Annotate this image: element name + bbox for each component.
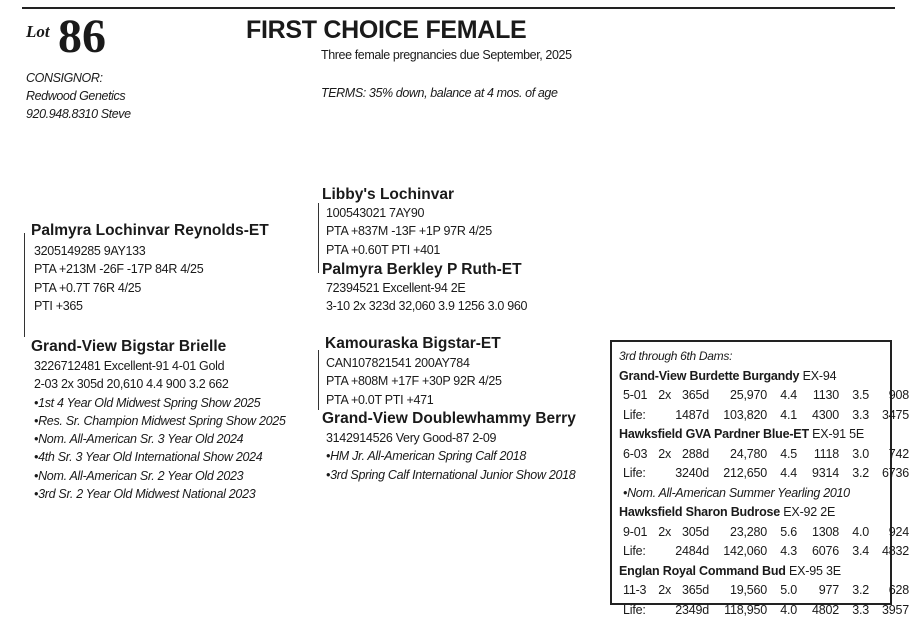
dam-dam-details xyxy=(326,429,575,484)
dam-dam-honor: •HM Jr. All-American Spring Calf 2018 xyxy=(326,449,527,464)
record-cell-h: 4832 xyxy=(881,544,909,558)
ancestor-dam-name xyxy=(619,562,909,582)
sire-bracket-line xyxy=(24,233,25,337)
record-cell-g: 4.0 xyxy=(852,524,869,539)
record-cell-c: 1487d xyxy=(675,407,709,422)
record-cell-f: 977 xyxy=(818,583,839,597)
ancestor-dam-record xyxy=(619,581,909,601)
lot-label: Lot xyxy=(26,22,50,41)
record-cell-f: 1130 xyxy=(812,388,839,402)
dam-dam-reg: 3142914526 Very Good-87 2-09 xyxy=(326,431,497,445)
dam-reg: 3226712481 Excellent-91 4-01 Gold xyxy=(34,359,225,373)
ancestor-dam-note: •Nom. All-American Summer Yearling 2010 xyxy=(623,485,850,500)
record-cell-f: 1308 xyxy=(811,524,839,539)
sire-sire-reg: 100543021 7AY90 xyxy=(326,206,425,220)
record-cell-d: 142,060 xyxy=(723,544,767,558)
dam-sire-details xyxy=(326,354,502,409)
sire-dam-name: Palmyra Berkley P Ruth-ET xyxy=(322,261,522,278)
dam-dam-honor: •3rd Spring Calf International Junior Show 2018 xyxy=(326,467,576,482)
terms: TERMS: 35% down, balance at 4 mos. of age xyxy=(321,86,558,100)
lot-number: 86 xyxy=(58,10,106,63)
record-cell-g: 3.3 xyxy=(852,407,869,422)
ancestor-dam-record xyxy=(619,445,909,465)
record-cell-c: 288d xyxy=(681,446,709,461)
record-cell-f: 6076 xyxy=(811,544,839,558)
sire-sire-name: Libby's Lochinvar xyxy=(322,186,455,203)
page-title: FIRST CHOICE FEMALE xyxy=(246,16,527,44)
record-cell-e: 4.3 xyxy=(780,544,797,558)
record-cell-d: 24,780 xyxy=(729,446,767,461)
consignor-block xyxy=(26,69,131,123)
record-cell-e: 4.1 xyxy=(780,407,797,422)
ancestor-dam-name xyxy=(619,367,909,387)
ancestor-dam-score: EX-91 5E xyxy=(808,427,865,441)
sire-name: Palmyra Lochinvar Reynolds-ET xyxy=(31,222,269,239)
sire-pti: PTI +365 xyxy=(34,298,83,313)
record-cell-e: 4.4 xyxy=(780,466,797,480)
record-cell-d: 19,560 xyxy=(729,583,767,597)
record-cell-g: 3.4 xyxy=(852,544,869,558)
record-cell-f: 1118 xyxy=(813,446,839,461)
top-rule xyxy=(22,7,895,9)
record-cell-c: 365d xyxy=(681,583,709,597)
dam-honor: •Nom. All-American Sr. 2 Year Old 2023 xyxy=(34,468,244,483)
record-cell-b: 2x xyxy=(658,446,671,461)
record-cell-f: 9314 xyxy=(811,466,839,480)
record-cell-a: 9-01 xyxy=(623,524,648,539)
sire-sire-details xyxy=(326,204,492,259)
sire-details xyxy=(34,242,203,315)
record-cell-g: 3.0 xyxy=(852,446,869,461)
dam-name: Grand-View Bigstar Brielle xyxy=(31,338,227,355)
sire-pta-1: PTA +213M -26F -17P 84R 4/25 xyxy=(34,262,204,277)
record-cell-a: Life: xyxy=(623,407,646,422)
consignor-phone: 920.948.8310 Steve xyxy=(26,107,131,121)
ancestor-dam-name xyxy=(619,503,909,523)
sire-sire-pta-2: PTA +0.60T PTI +401 xyxy=(326,242,441,257)
record-cell-g: 3.2 xyxy=(852,466,869,480)
ancestor-dam-score: EX-94 xyxy=(799,368,837,383)
record-cell-e: 4.5 xyxy=(780,446,797,461)
sire-sire-pta-1: PTA +837M -13F +1P 97R 4/25 xyxy=(326,224,492,239)
ancestor-dam-record xyxy=(619,386,909,406)
ancestor-dam-record xyxy=(619,601,909,621)
ancestor-dam-record xyxy=(619,464,909,484)
record-cell-h: 3957 xyxy=(881,602,909,617)
record-cell-e: 5.6 xyxy=(780,524,797,539)
record-cell-d: 118,950 xyxy=(724,602,767,617)
ancestor-dam-score: EX-92 2E xyxy=(780,505,836,519)
dam-sire-bracket-line xyxy=(318,350,319,410)
record-cell-d: 23,280 xyxy=(729,524,767,539)
sire-dam-details xyxy=(326,279,527,316)
record-cell-b: 2x xyxy=(658,583,671,597)
subtitle: Three female pregnancies due September, 2025 xyxy=(321,48,572,62)
dam-details xyxy=(34,357,286,503)
dam-sire-name: Kamouraska Bigstar-ET xyxy=(325,335,501,352)
record-cell-e: 4.4 xyxy=(780,388,797,402)
record-cell-c: 2484d xyxy=(675,544,709,558)
dam-sire-pta-1: PTA +808M +17F +30P 92R 4/25 xyxy=(326,374,502,389)
sire-reg: 3205149285 9AY133 xyxy=(34,244,146,258)
ancestor-dam-title: Hawksfield GVA Pardner Blue-ET xyxy=(619,427,809,441)
record-cell-d: 103,820 xyxy=(723,407,767,422)
record-cell-h: 628 xyxy=(888,583,909,597)
record-cell-d: 212,650 xyxy=(723,466,767,480)
record-cell-h: 3475 xyxy=(881,407,909,422)
record-cell-a: Life: xyxy=(623,602,646,617)
ancestor-dam-title: Hawksfield Sharon Budrose xyxy=(619,505,781,519)
dam-honor: •4th Sr. 3 Year Old International Show 2024 xyxy=(34,450,263,465)
record-cell-f: 4300 xyxy=(811,407,839,422)
record-cell-b: 2x xyxy=(658,524,671,539)
record-cell-c: 2349d xyxy=(675,602,709,617)
ancestor-dam-name xyxy=(619,425,909,445)
dam-honor: •3rd Sr. 2 Year Old Midwest National 2023 xyxy=(34,487,256,502)
record-cell-a: 6-03 xyxy=(623,446,648,461)
record-cell-c: 365d xyxy=(681,388,709,402)
record-cell-h: 6736 xyxy=(881,466,909,480)
dams-box-heading: 3rd through 6th Dams: xyxy=(619,349,733,363)
record-cell-d: 25,970 xyxy=(729,388,767,402)
dam-honor: •Nom. All-American Sr. 3 Year Old 2024 xyxy=(34,432,244,447)
record-cell-c: 305d xyxy=(681,524,709,539)
dam-record: 2-03 2x 305d 20,610 4.4 900 3.2 662 xyxy=(34,377,229,392)
ancestor-dam-record xyxy=(619,523,909,543)
dam-honor: •Res. Sr. Champion Midwest Spring Show 2025 xyxy=(34,413,286,428)
sire-dam-record: 3-10 2x 323d 32,060 3.9 1256 3.0 960 xyxy=(326,299,528,314)
record-cell-h: 742 xyxy=(888,446,909,461)
sire-dam-reg: 72394521 Excellent-94 2E xyxy=(326,281,466,295)
sire-pta-2: PTA +0.7T 76R 4/25 xyxy=(34,280,142,295)
record-cell-a: Life: xyxy=(623,466,646,480)
record-cell-g: 3.2 xyxy=(852,583,869,597)
dam-dam-name: Grand-View Doublewhammy Berry xyxy=(322,410,576,427)
record-cell-f: 4802 xyxy=(811,602,839,617)
ancestor-dam-score: EX-95 3E xyxy=(785,563,841,578)
record-cell-h: 924 xyxy=(888,524,909,539)
ancestor-dam-record xyxy=(619,542,909,562)
record-cell-g: 3.5 xyxy=(852,388,869,402)
record-cell-h: 908 xyxy=(888,388,909,402)
dam-honor: •1st 4 Year Old Midwest Spring Show 2025 xyxy=(34,395,261,410)
record-cell-e: 5.0 xyxy=(780,583,797,597)
ancestor-dam-title: Englan Royal Command Bud xyxy=(619,563,786,578)
dam-sire-reg: CAN107821541 200AY784 xyxy=(326,356,470,370)
record-cell-a: 5-01 xyxy=(623,388,648,402)
record-cell-g: 3.3 xyxy=(852,602,869,617)
record-cell-a: Life: xyxy=(623,544,646,558)
consignor-label: CONSIGNOR: xyxy=(26,71,103,85)
dam-sire-pta-2: PTA +0.0T PTI +471 xyxy=(326,392,434,407)
ancestor-dam-title: Grand-View Burdette Burgandy xyxy=(619,368,800,383)
consignor-name: Redwood Genetics xyxy=(26,89,126,103)
sire-sire-bracket-line xyxy=(318,203,319,273)
ancestor-dams-box xyxy=(610,340,909,617)
record-cell-e: 4.0 xyxy=(780,602,797,617)
record-cell-b: 2x xyxy=(658,388,671,402)
record-cell-a: 11-3 xyxy=(623,583,647,597)
record-cell-c: 3240d xyxy=(675,466,709,480)
ancestor-dam-record xyxy=(619,406,909,426)
